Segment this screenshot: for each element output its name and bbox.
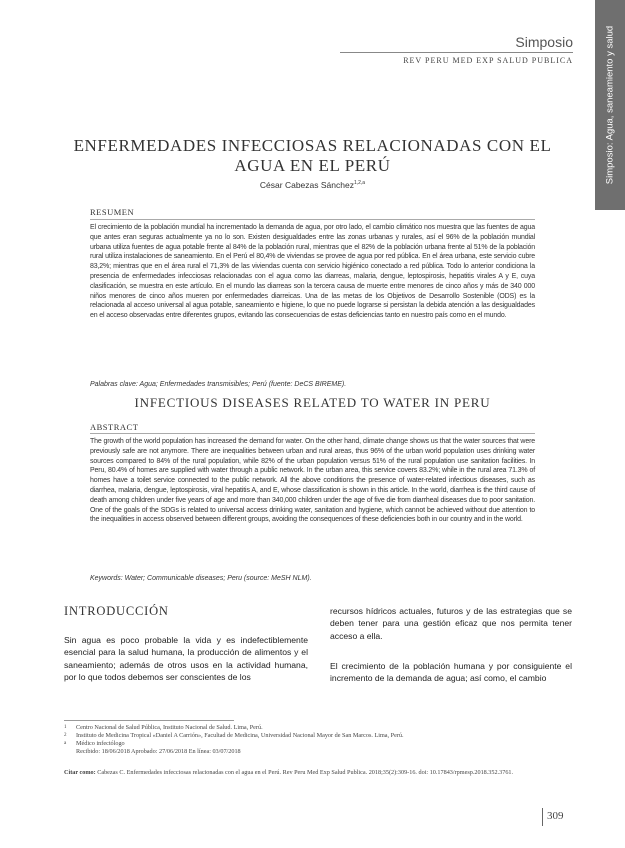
author-name: César Cabezas Sánchez <box>259 180 354 190</box>
abstract-divider <box>90 433 535 434</box>
article-title: ENFERMEDADES INFECCIOSAS RELACIONADAS CON EL AGUA EN EL PERÚ <box>73 136 552 175</box>
resumen-text: El crecimiento de la población mundial ha incrementado la demanda de agua, por otro lado, el cambio climático nos muestra que las fuentes de agua que antes eran seguras actualmente ya no lo son. Existen desigualdades entre las zonas urbanas y rurales, así el 96% de la población mundial urbana utiliza fuentes de agua potable frente al 84% de la población rural, mientras que el 82% de la población urbana frente al 51% de la población rural utiliza instalaciones de saneamiento. En el Perú el 80,4% de viviendas se provee de agua por red pública. En el área urbana, este servicio cubre 83,2%; mientras que en el área rural el 71,3% de las viviendas cuenta con servicio higiénico conectado a red pública. Todo lo anterior condiciona la presencia de enfermedades infecciosas relacionadas con el agua como las diarreas, malaria, dengue, leptospirosis, hepatitis virales A y E, cuya clasificación, se muestra en este artículo. En el mundo las diarreas son la tercera causa de muerte entre menores de cinco años y más de 340 000 niños menores de cinco años mueren por enfermedades diarreicas. Una de las metas de los Objetivos de Desarrollo Sostenible (ODS) es la relacionada al acceso universal al agua potable, saneamiento e higiene, lo que no puede lograrse si persistan la debida atención a las desigualdades en el acceso observadas entre diferentes grupos, evitando las consecuencias de estas deficiencias tanto en nuestro país como en el mundo. <box>90 224 535 320</box>
abstract-keywords: Keywords: Water; Communicable diseases; Peru (source: MeSH NLM). <box>90 575 312 582</box>
resumen-keywords: Palabras clave: Agua; Enfermedades transmisibles; Perú (fuente: DeCS BIREME). <box>90 381 347 388</box>
abstract-heading: ABSTRACT <box>90 422 139 432</box>
intro-heading: INTRODUCCIÓN <box>64 604 169 618</box>
page-number-bar <box>542 808 543 826</box>
side-section-tab <box>595 0 625 210</box>
side-tab-label: Simposio: Agua, saneamiento y salud <box>604 25 616 185</box>
header-divider <box>340 52 573 53</box>
journal-name: REV PERU MED EXP SALUD PUBLICA <box>403 56 573 65</box>
author-affiliation-marks: 1,2,a <box>353 180 366 187</box>
received-dates: Recibido: 18/06/2018 Aprobado: 27/06/2018 En línea: 03/07/2018 <box>76 748 241 755</box>
footnote-2: 2 Instituto de Medicina Tropical «Daniel A Carrión», Facultad de Medicina, Universidad Nacional Mayor de San Marcos. Lima, Perú. <box>64 732 404 739</box>
intro-paragraph-left: Sin agua es poco probable la vida y es indefectiblemente esencial para la salud humana, la producción de alimentos y el saneamiento; además de otros usos en la actividad humana, por lo que todos debemos ser conscientes de los <box>64 635 308 682</box>
page-number: 309 <box>547 810 564 822</box>
intro-paragraph-right-2: El crecimiento de la población humana y por consiguiente el incremento de la demanda de agua; así como, el cambio <box>330 661 572 684</box>
citation-label: Citar como: <box>64 769 96 776</box>
footnote-divider <box>64 720 234 721</box>
english-title: INFECTIOUS DISEASES RELATED TO WATER IN PERU <box>134 395 491 410</box>
intro-paragraph-right-1: recursos hídricos actuales, futuros y de las estrategias que se deben tener para una gestión eficaz que nos permita tener acceso a ella. <box>330 606 572 641</box>
author-line <box>60 180 565 190</box>
citation-text: Cabezas C. Enfermedades infecciosas relacionadas con el agua en el Perú. Rev Peru Med Exp Salud Publica. 2018;35(2):309-16. doi: 10.17843/rpmesp.2018.352.3761. <box>97 769 514 776</box>
abstract-text: The growth of the world population has increased the demand for water. On the other hand, climate change shows us that the water sources that were previously safe are not anymore. There are inequalities between urban and rural areas, thus 96% of the urban world population uses drinking water sources compared to 84% of the rural population, while 82% of the urban population versus 51% of the rural population use sanitation facilities. In Peru, 80.4% of homes are supplied with water through a public network. In the urban area, this service covers 83.2%; while in the rural area 71.3% of homes have a toilet service connected to the public network. All the above conditions the presence of water-related infectious diseases, such as diarrhea, malaria, dengue, leptospirosis, viral hepatitis A, and E, whose classification is shown in this article. In the world, diarrhea is the third cause of death among children under five years of age and more than 340,000 children under the age of five die from diarrheal diseases due to poor sanitation. One of the goals of the SDGs is related to universal access drinking water, sanitation and hygiene, which cannot be achieved without due attention to the inequalities in access observed between different groups, avoiding the consequences of these deficiencies both in our country and in the world. <box>90 438 535 524</box>
footnote-3: a Médico infectólogo <box>64 740 125 747</box>
section-label: Simposio <box>515 34 573 50</box>
footnote-1: 1 Centro Nacional de Salud Pública, Instituto Nacional de Salud. Lima, Perú. <box>64 724 263 731</box>
resumen-divider <box>90 219 535 220</box>
resumen-heading: RESUMEN <box>90 207 135 217</box>
citation <box>64 768 573 778</box>
